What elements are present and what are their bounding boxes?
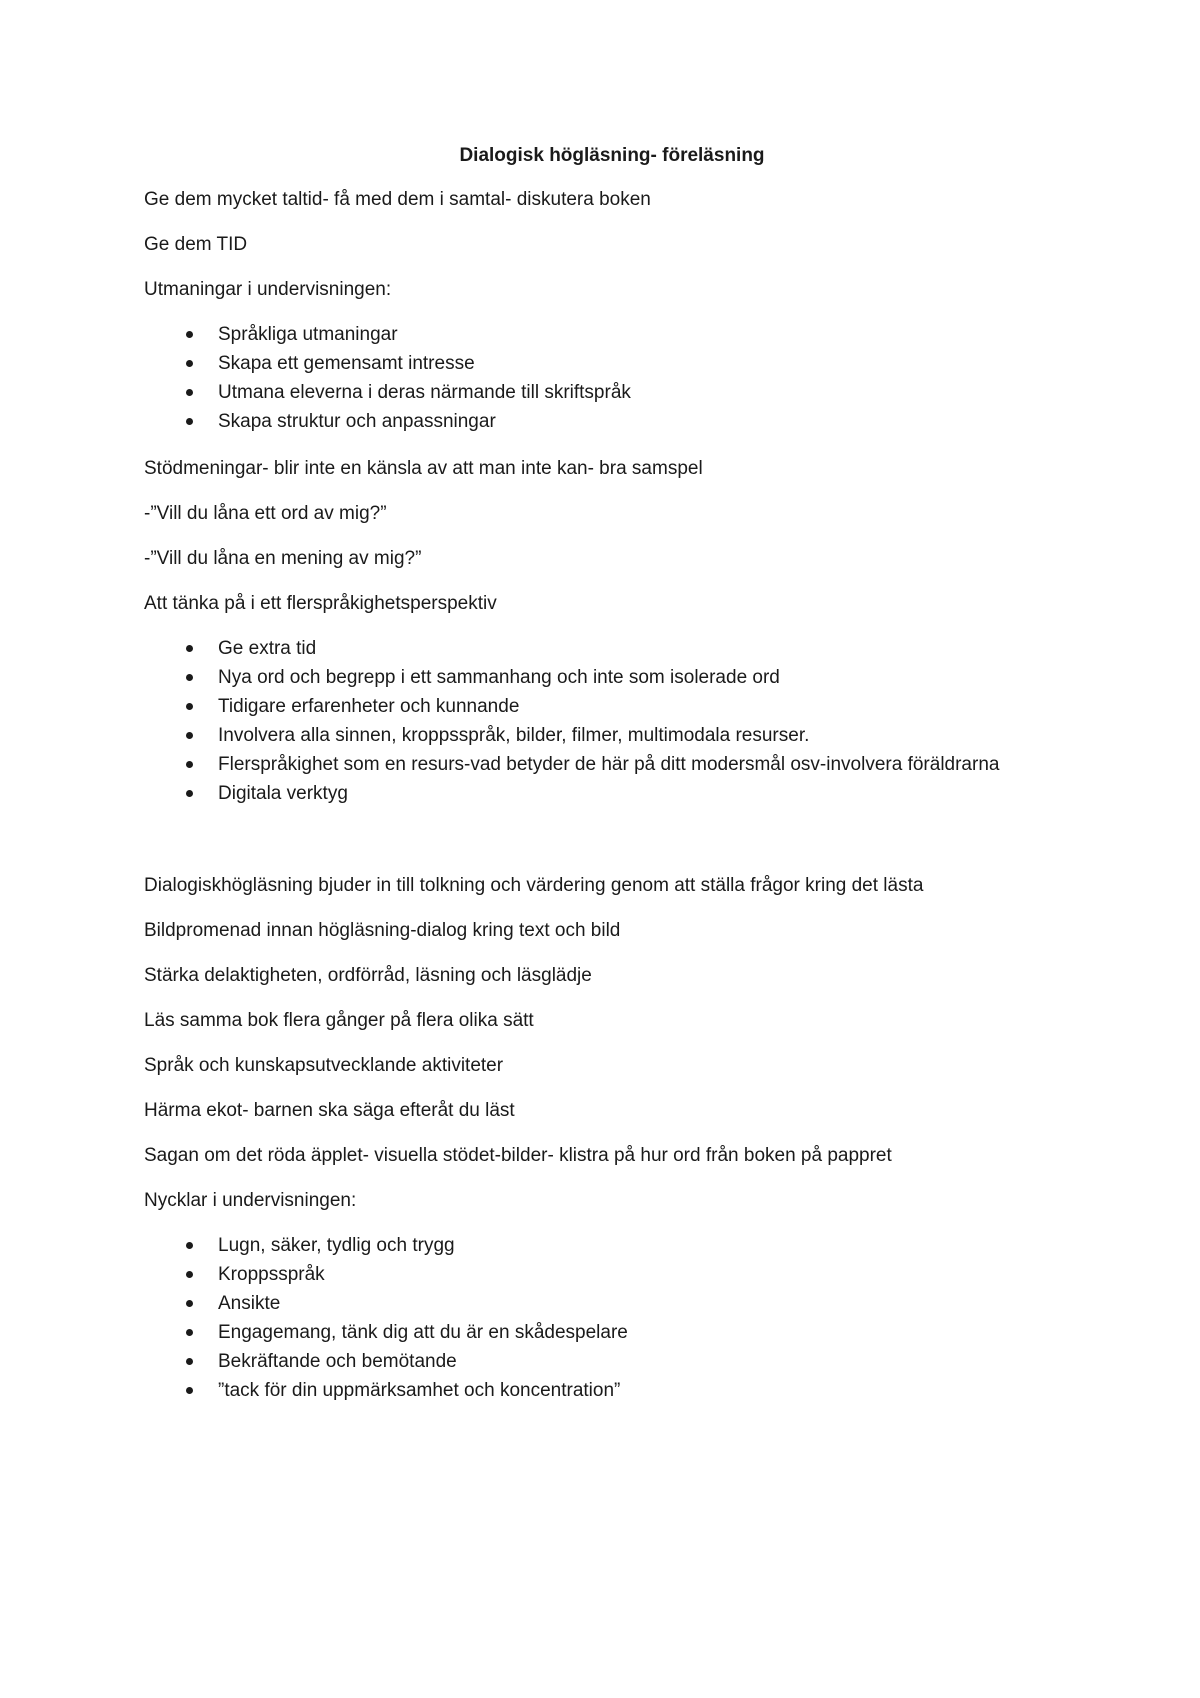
bullet-icon	[186, 645, 193, 652]
paragraph: Bildpromenad innan högläsning-dialog kring text och bild	[144, 920, 621, 941]
list-item	[144, 378, 1084, 407]
list-item	[144, 750, 1084, 779]
paragraph: Stödmeningar- blir inte en känsla av att man inte kan- bra samspel	[144, 458, 703, 479]
list-item	[144, 634, 1084, 663]
bullet-icon	[186, 418, 193, 425]
paragraph: Ge dem TID	[144, 234, 248, 255]
list-item	[144, 779, 1084, 808]
bullet-icon	[186, 1242, 193, 1249]
paragraph: Nycklar i undervisningen:	[144, 1190, 357, 1211]
list-item	[144, 721, 1084, 750]
paragraph: Dialogiskhögläsning bjuder in till tolkning och värdering genom att ställa frågor kring det lästa	[144, 875, 924, 896]
bullet-icon	[186, 1300, 193, 1307]
document-title: Dialogisk högläsning- föreläsning	[459, 145, 765, 166]
list-item	[144, 1318, 1084, 1347]
list-item-text: Kroppsspråk	[218, 1264, 325, 1285]
bullet-icon	[186, 1358, 193, 1365]
list-item	[144, 1376, 1084, 1405]
list-item-text: ”tack för din uppmärksamhet och koncentration”	[218, 1380, 621, 1401]
list-item-text: Språkliga utmaningar	[218, 324, 398, 345]
list-item	[144, 692, 1084, 721]
paragraph: -”Vill du låna en mening av mig?”	[144, 548, 422, 569]
paragraph: Ge dem mycket taltid- få med dem i samtal- diskutera boken	[144, 189, 651, 210]
bullet-icon	[186, 790, 193, 797]
list-item	[144, 320, 1084, 349]
bullet-icon	[186, 761, 193, 768]
paragraph: Läs samma bok flera gånger på flera olika sätt	[144, 1010, 534, 1031]
list-item-text: Engagemang, tänk dig att du är en skådespelare	[218, 1322, 628, 1343]
blank-space	[144, 829, 1084, 874]
list-item	[144, 1289, 1084, 1318]
paragraph: Utmaningar i undervisningen:	[144, 279, 392, 300]
list-item	[144, 407, 1084, 436]
bullet-icon	[186, 331, 193, 338]
list-item	[144, 663, 1084, 692]
paragraph: Härma ekot- barnen ska säga efteråt du läst	[144, 1100, 515, 1121]
list-item-text: Lugn, säker, tydlig och trygg	[218, 1235, 455, 1256]
list-item-text: Bekräftande och bemötande	[218, 1351, 457, 1372]
list-item-text: Skapa ett gemensamt intresse	[218, 353, 475, 374]
list-item-text: Involvera alla sinnen, kroppsspråk, bilder, filmer, multimodala resurser.	[218, 725, 810, 746]
bullet-icon	[186, 703, 193, 710]
bullet-list-flersprakighet	[144, 634, 1084, 808]
list-item	[144, 1231, 1084, 1260]
bullet-icon	[186, 1329, 193, 1336]
list-item-text: Skapa struktur och anpassningar	[218, 411, 496, 432]
bullet-icon	[186, 360, 193, 367]
list-item-text: Digitala verktyg	[218, 783, 348, 804]
paragraph: Att tänka på i ett flerspråkighetsperspektiv	[144, 593, 497, 614]
bullet-icon	[186, 732, 193, 739]
list-item-text: Tidigare erfarenheter och kunnande	[218, 696, 520, 717]
list-item	[144, 1347, 1084, 1376]
list-item	[144, 349, 1084, 378]
bullet-icon	[186, 389, 193, 396]
bullet-icon	[186, 1387, 193, 1394]
list-item-text: Ge extra tid	[218, 638, 317, 659]
document-body	[144, 144, 1084, 1426]
bullet-list-utmaningar	[144, 320, 1084, 436]
list-item-text: Flerspråkighet som en resurs-vad betyder de här på ditt modersmål osv-involvera föräldrarna	[218, 754, 1000, 775]
paragraph: Språk och kunskapsutvecklande aktiviteter	[144, 1055, 504, 1076]
list-item-text: Ansikte	[218, 1293, 281, 1314]
paragraph: Stärka delaktigheten, ordförråd, läsning och läsglädje	[144, 965, 592, 986]
bullet-icon	[186, 1271, 193, 1278]
paragraph: -”Vill du låna ett ord av mig?”	[144, 503, 387, 524]
bullet-list-nycklar	[144, 1231, 1084, 1405]
list-item-text: Nya ord och begrepp i ett sammanhang och inte som isolerade ord	[218, 667, 780, 688]
list-item	[144, 1260, 1084, 1289]
list-item-text: Utmana eleverna i deras närmande till skriftspråk	[218, 382, 631, 403]
bullet-icon	[186, 674, 193, 681]
paragraph: Sagan om det röda äpplet- visuella stödet-bilder- klistra på hur ord från boken på pappret	[144, 1145, 892, 1166]
